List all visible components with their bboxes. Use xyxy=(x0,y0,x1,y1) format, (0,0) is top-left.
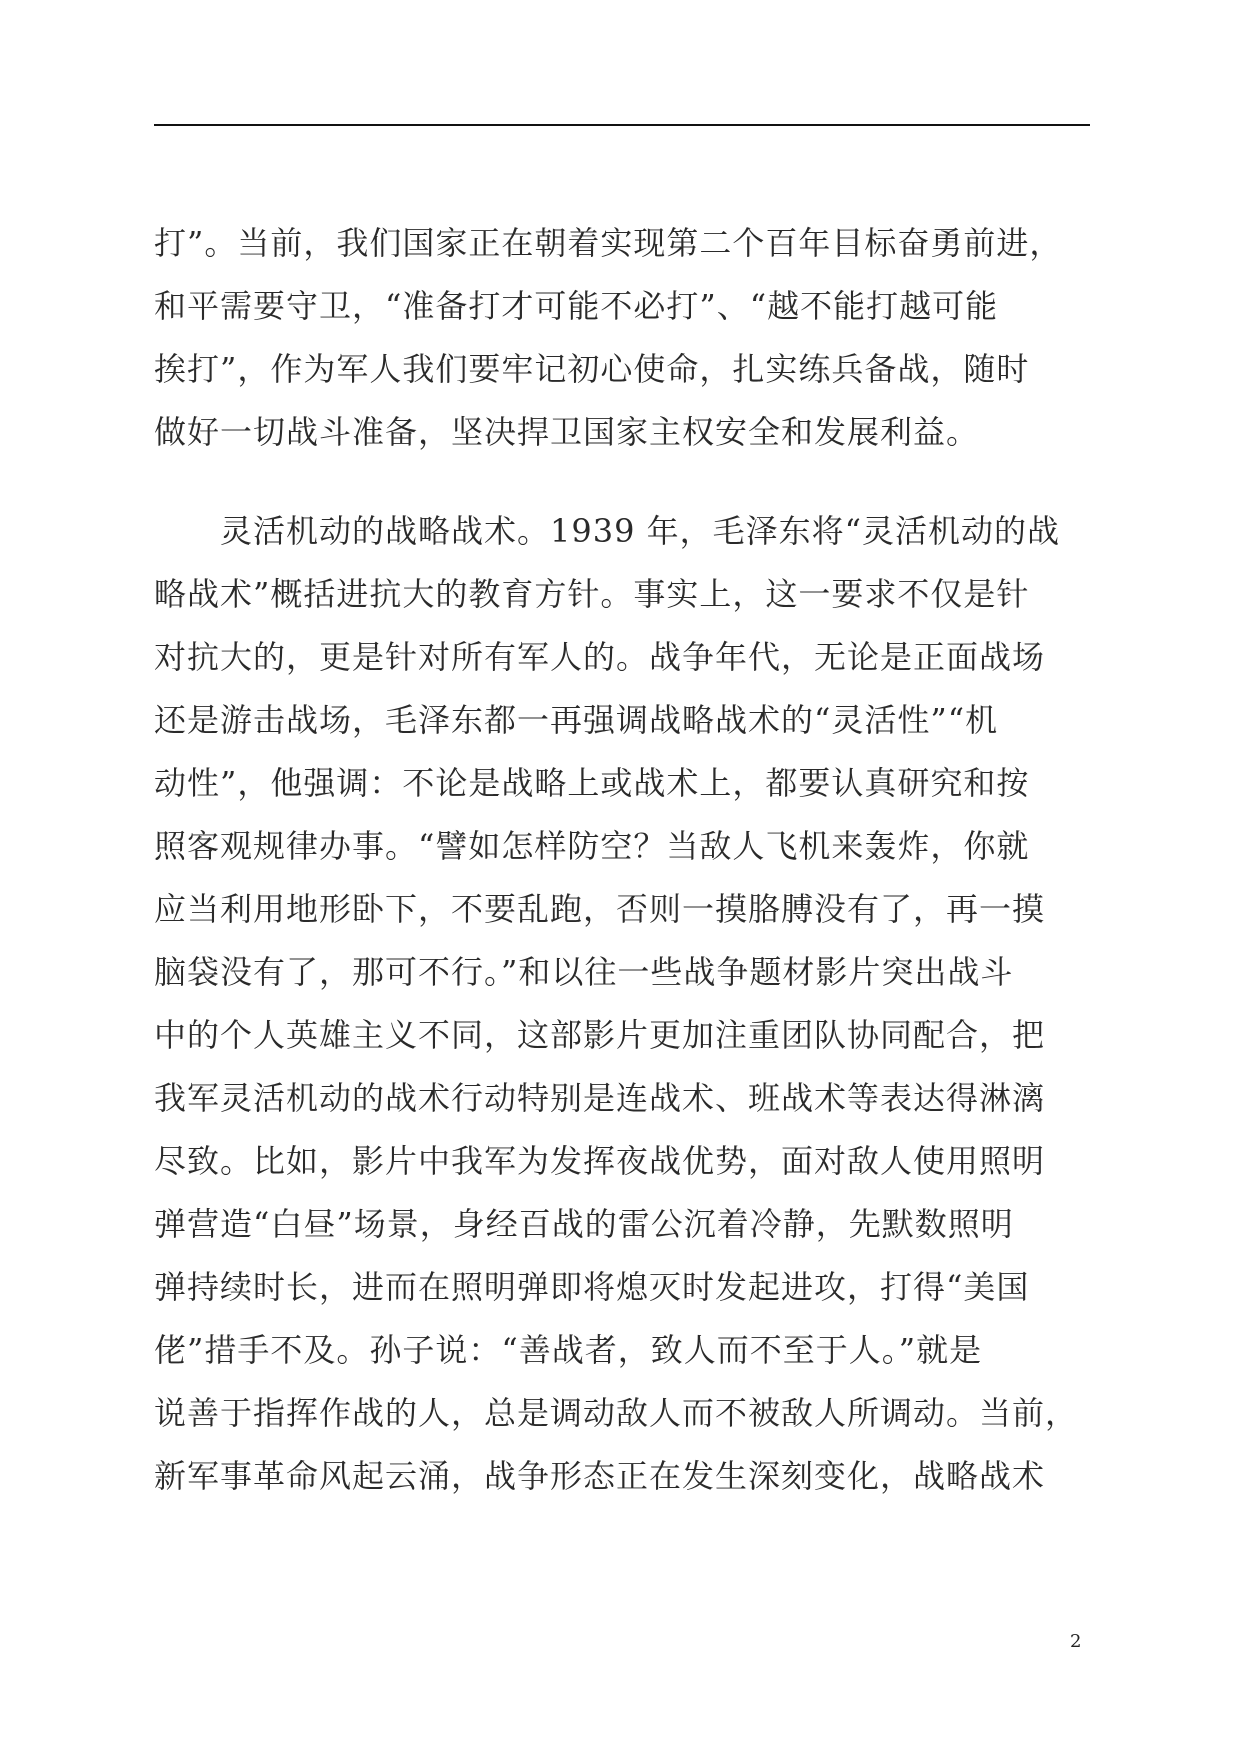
text-line: 说善于指挥作战的人，总是调动敌人而不被敌人所调动。当前， xyxy=(154,1394,1079,1432)
text-line: 做好一切战斗准备，坚决捍卫国家主权安全和发展利益。 xyxy=(154,413,980,451)
text-line: 佬”措手不及。孙子说：“善战者，致人而不至于人。”就是 xyxy=(154,1331,983,1369)
header-rule xyxy=(154,124,1090,126)
text-line: 打”。当前，我们国家正在朝着实现第二个百年目标奋勇前进， xyxy=(154,224,1063,262)
text-line: 弹营造“白昼”场景，身经百战的雷公沉着冷静，先默数照明 xyxy=(154,1205,1014,1243)
page-number: 2 xyxy=(1070,1631,1082,1652)
text-line: 弹持续时长，进而在照明弹即将熄灭时发起进攻，打得“美国 xyxy=(154,1268,1030,1306)
text-line: 照客观规律办事。“譬如怎样防空？当敌人飞机来轰炸，你就 xyxy=(154,827,1030,865)
text-line: 我军灵活机动的战术行动特别是连战术、班战术等表达得淋漓 xyxy=(154,1079,1046,1117)
text-line: 对抗大的，更是针对所有军人的。战争年代，无论是正面战场 xyxy=(154,638,1046,676)
text-line: 挨打”，作为军人我们要牢记初心使命，扎实练兵备战，随时 xyxy=(154,350,1030,388)
text-line: 略战术”概括进抗大的教育方针。事实上，这一要求不仅是针 xyxy=(154,575,1030,613)
text-line: 尽致。比如，影片中我军为发挥夜战优势，面对敌人使用照明 xyxy=(154,1142,1046,1180)
text-line: 应当利用地形卧下，不要乱跑，否则一摸胳膊没有了，再一摸 xyxy=(154,890,1046,928)
text-line: 和平需要守卫，“准备打才可能不必打”、“越不能打越可能 xyxy=(154,287,999,325)
text-line: 脑袋没有了，那可不行。”和以往一些战争题材影片突出战斗 xyxy=(154,953,1014,991)
text-line: 动性”，他强调：不论是战略上或战术上，都要认真研究和按 xyxy=(154,764,1030,802)
text-line: 还是游击战场，毛泽东都一再强调战略战术的“灵活性”“机 xyxy=(154,701,999,739)
text-line: 灵活机动的战略战术。1939 年，毛泽东将“灵活机动的战 xyxy=(154,512,1060,550)
text-line: 新军事革命风起云涌，战争形态正在发生深刻变化，战略战术 xyxy=(154,1457,1046,1495)
text-line: 中的个人英雄主义不同，这部影片更加注重团队协同配合，把 xyxy=(154,1016,1046,1054)
